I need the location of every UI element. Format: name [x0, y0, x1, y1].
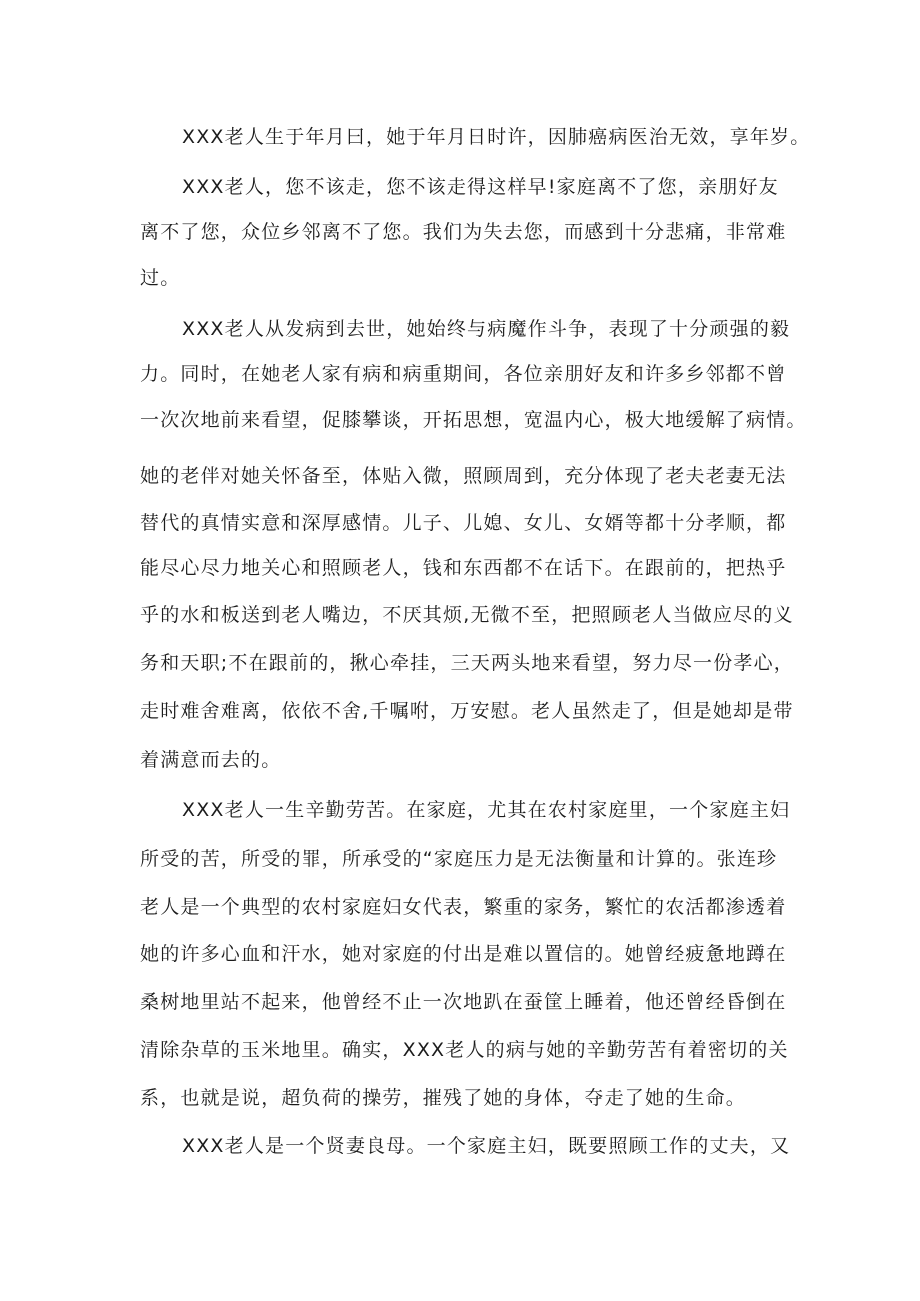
paragraph-4-line-2: 所受的苦，所受的罪，所承受的“家庭压力是无法衡量和计算的。张连珍: [140, 848, 778, 870]
paragraph-3-line-6: 能尽心尽力地关心和照顾老人，钱和东西都不在话下。在跟前的，把热乎: [140, 557, 787, 579]
paragraph-2-line-1: XXX老人，您不该走，您不该走得这样早!家庭离不了您，亲朋好友: [182, 176, 779, 198]
paragraph-5-line-1: XXX老人是一个贤妻良母。一个家庭主妇，既要照顾工作的丈夫，又: [182, 1135, 791, 1157]
paragraph-3-line-4: 她的老伴对她关怀备至，体贴入微，照顾周到，充分体现了老夫老妻无法: [140, 465, 787, 487]
paragraph-4-line-1: XXX老人一生辛勤劳苦。在家庭，尤其在农村家庭里，一个家庭主妇: [182, 799, 791, 821]
paragraph-2-line-2: 离不了您，众位乡邻离不了您。我们为失去您，而感到十分悲痛，非常难: [140, 221, 787, 243]
paragraph-3-line-2: 力。同时，在她老人家有病和病重期间，各位亲朋好友和许多乡邻都不曾: [140, 363, 787, 385]
paragraph-3-line-1: XXX老人从发病到去世，她始终与病魔作斗争，表现了十分顽强的毅: [182, 318, 791, 340]
paragraph-4-line-6: 清除杂草的玉米地里。确实，XXX老人的病与她的辛勤劳苦有着密切的关: [140, 1039, 789, 1061]
paragraph-4-line-3: 老人是一个典型的农村家庭妇女代表，繁重的家务，繁忙的农活都渗透着: [140, 896, 787, 918]
paragraph-4-line-5: 桑树地里站不起来，他曾经不止一次地趴在蚕筐上睡着，他还曾经昏倒在: [140, 991, 787, 1013]
paragraph-3-line-7: 乎的水和板送到老人嘴边，不厌其烦,无微不至，把照顾老人当做应尽的义: [140, 604, 794, 626]
paragraph-2-line-3: 过。: [140, 267, 181, 289]
paragraph-3-line-3: 一次次地前来看望，促膝攀谈，开拓思想，宽温内心，极大地缓解了病情。: [140, 409, 807, 431]
paragraph-3-line-8: 务和天职;不在跟前的，揪心牵挂，三天两头地来看望，努力尽一份孝心，: [140, 652, 795, 674]
paragraph-4-line-4: 她的许多心血和汗水，她对家庭的付出是难以置信的。她曾经疲惫地蹲在: [140, 943, 787, 965]
paragraph-3-line-5: 替代的真情实意和深厚感情。儿子、儿媳、女儿、女婿等都十分孝顺，都: [140, 512, 787, 534]
paragraph-3-line-10: 着满意而去的。: [140, 749, 282, 771]
paragraph-1-line-1: XXX老人生于年月曰，她于年月日时许，因肺癌病医治无效，享年岁。: [182, 126, 811, 148]
paragraph-3-line-9: 走时难舍难离，依依不舍,千嘱咐，万安慰。老人虽然走了，但是她却是带: [140, 700, 794, 722]
paragraph-4-line-7: 系，也就是说，超负荷的操劳，摧残了她的身体，夺走了她的生命。: [140, 1087, 747, 1109]
